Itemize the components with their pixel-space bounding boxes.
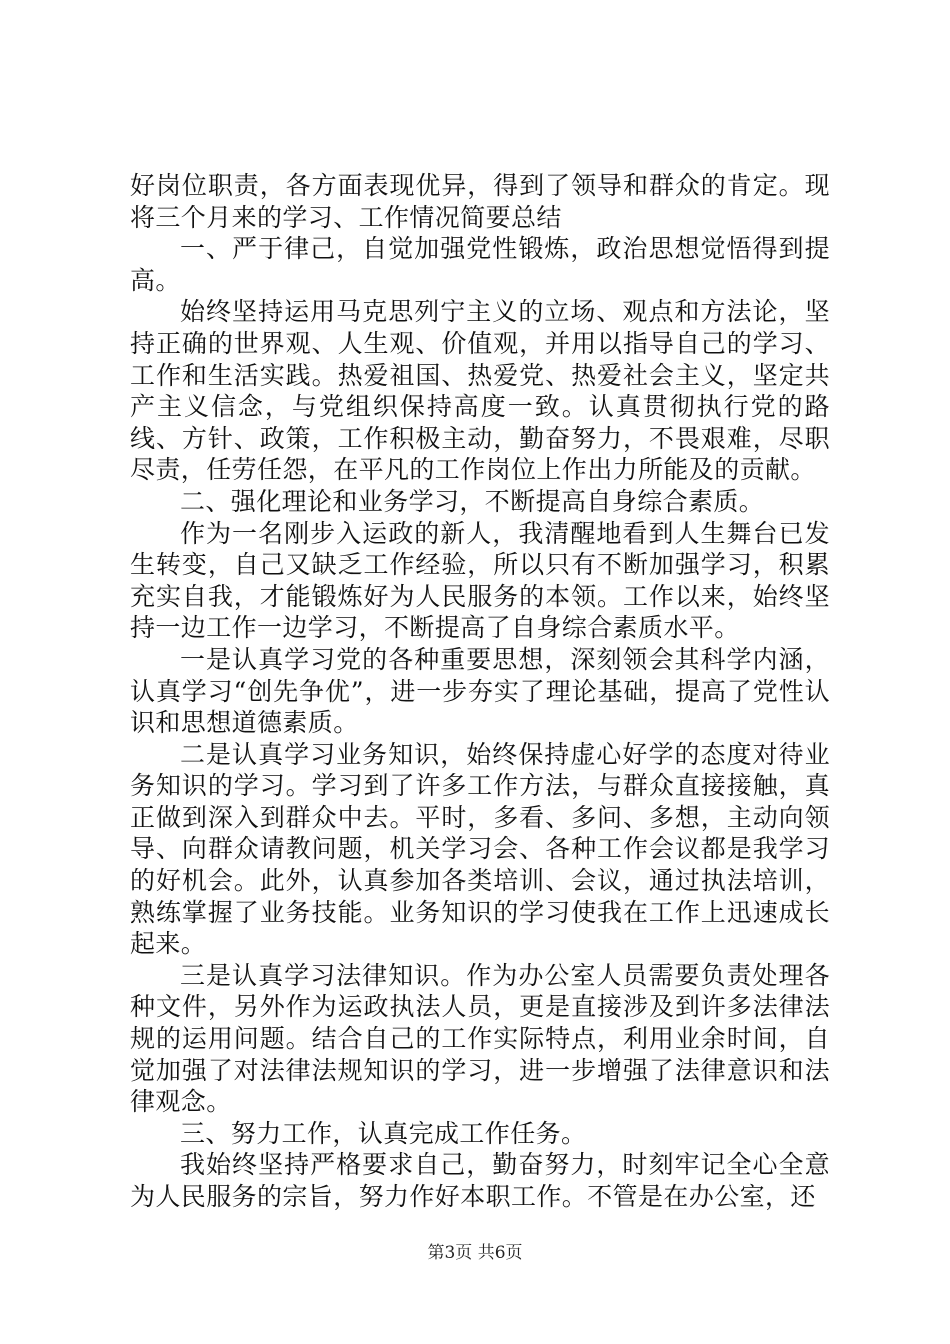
paragraph-4: 一是认真学习党的各种重要思想，深刻领会其科学内涵，认真学习“创先争优”，进一步夯实了理论基础，提高了党性认识和思想道德素质。 [130,644,830,738]
paragraph-3: 作为一名刚步入运政的新人，我清醒地看到人生舞台已发生转变，自己又缺乏工作经验，所以只有不断加强学习，积累充实自我，才能锻炼好为人民服务的本领。工作以来，始终坚持一边工作一边学习，不断提高了自身综合素质水平。 [130,518,830,643]
paragraph-5: 二是认真学习业务知识，始终保持虚心好学的态度对待业务知识的学习。学习到了许多工作方法，与群众直接接触，真正做到深入到群众中去。平时，多看、多问、多想，主动向领导、向群众请教问题，机关学习会、各种工作会议都是我学习的好机会。此外，认真参加各类培训、会议，通过执法培训，熟练掌握了业务技能。业务知识的学习使我在工作上迅速成长起来。 [130,739,830,959]
section-heading-2: 二、强化理论和业务学习，不断提高自身综合素质。 [180,486,765,516]
document-body [130,170,830,1213]
section-heading-1: 一、严于律己，自觉加强党性锻炼，政治思想觉悟得到提高。 [130,234,830,295]
paragraph-2: 始终坚持运用马克思列宁主义的立场、观点和方法论，坚持正确的世界观、人生观、价值观，并用以指导自己的学习、工作和生活实践。热爱祖国、热爱党、热爱社会主义，坚定共产主义信念，与党组织保持高度一致。认真贯彻执行党的路线、方针、政策，工作积极主动，勤奋努力，不畏艰难，尽职尽责，任劳任怨，在平凡的工作岗位上作出力所能及的贡献。 [130,297,830,485]
paragraph-6: 三是认真学习法律知识。作为办公室人员需要负责处理各种文件，另外作为运政执法人员，更是直接涉及到许多法律法规的运用问题。结合自己的工作实际特点，利用业余时间，自觉加强了对法律法规知识的学习，进一步增强了法律意识和法律观念。 [130,960,830,1117]
paragraph-7: 我始终坚持严格要求自己，勤奋努力，时刻牢记全心全意为人民服务的宗旨，努力作好本职工作。不管是在办公室，还 [130,1150,830,1211]
page-footer: 第3页 共6页 [427,1243,523,1263]
section-heading-3: 三、努力工作，认真完成工作任务。 [180,1118,587,1148]
paragraph-1: 好岗位职责，各方面表现优异，得到了领导和群众的肯定。现将三个月来的学习、工作情况简要总结 [130,171,830,232]
